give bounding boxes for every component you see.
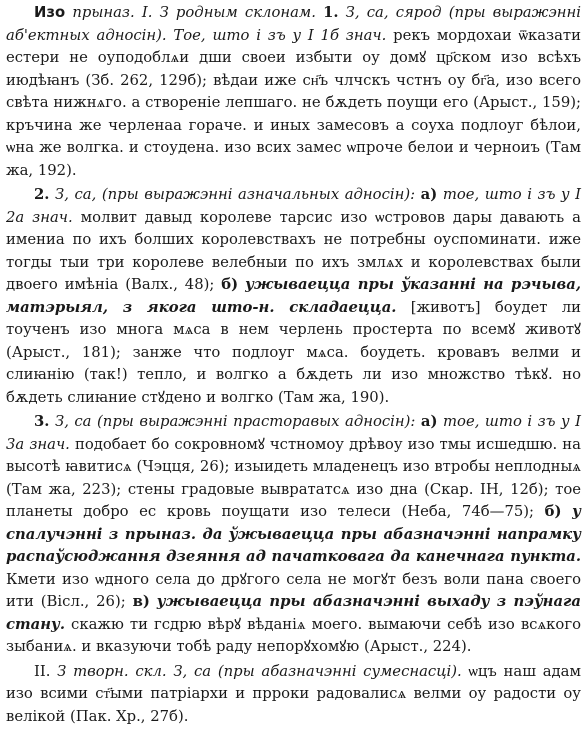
sense-I-label: прыназ. I. <box>72 4 153 21</box>
sense-2a-marker: а) <box>420 186 438 203</box>
sense-2-definition: З, са, (пры выражэнні азначальных адносін): <box>55 186 416 203</box>
sense-1-number: 1. <box>323 4 339 21</box>
sense-3v-definition: ужываецца пры абазначэнні выхаду з пэўнага стану. <box>6 593 581 633</box>
sense-3-definition: З, са (пры выражэнні прасторавых адносін): <box>54 413 416 430</box>
sense-II-label: II. <box>34 662 51 680</box>
sense-3-number: 3. <box>34 413 50 430</box>
entry-sense-3 <box>6 411 581 659</box>
sense-II-examples: ѡцъ наш адам изо всими ст҃ыми патріархи и прроки радовалисѧ велми оу радости оу велікой (Пак. Хр., 27б). <box>6 662 581 725</box>
sense-3b-marker: б) <box>544 503 562 520</box>
sense-1-examples: рекъ мордохаи ѿказати естери не оуподоблѧи дши своеи избыти оу домꙋ цр҃ском изо всѣхъ июдѣꙗнъ (Зб. 262, 129б); вѣдаи иже сн҃ъ члчскъ чстнъ оу бг҃а, изо всего свѣта нижнѧго. а створеніе лепшаго. не бѫдеть поущи его (Арыст., 159); кръчина же черленаа гораче. и иных замесовъ а соуха подлоуг бѣлои, ѡна же волгка. и стоудена. изо всих замес ѡпроче белои и черноиъ (Там жа, 192). <box>6 26 581 179</box>
sense-1-definition: З, са, сярод (пры выражэнні аб'ектных адносін). Тое, што і зъ у І 1б знач. <box>6 4 581 44</box>
sense-2b-examples: [животъ] боудет ли тоученъ изо многа мѧса в нем черлень простерта по всемꙋ животꙋ (Арыст., 181); занже что подлоуг мѧса. боудеть. кровавъ велми и слиꙗнію (так!) тепло, и волгко а бѫдеть ли изо множство тѣкꙋ. но бѫдеть слиꙗние стꙋдено и волгко (Там жа, 190). <box>6 298 581 406</box>
entry-sense-2 <box>6 184 581 409</box>
entry-sense-II <box>6 661 581 729</box>
sense-II-definition: З творн. скл. З, са (пры абазначэнні сумеснасці). <box>57 662 462 680</box>
sense-I-case: З родным склонам. <box>159 4 316 21</box>
sense-2a-examples: молвит давыд королеве тарсис изо ѡстровов дары давають а имениа по ихъ болших королевствахъ не потребны оуспоминати. иже тогды тыи три королеве велебныи по ихъ змлѧх и королевствах были двоего имѣніа (Валх., 48); <box>6 208 581 293</box>
sense-2a-definition: тое, што і зъ у І 2а знач. <box>6 186 581 226</box>
headword: Изо <box>34 4 66 21</box>
sense-3b-definition: у спалучэнні з прыназ. да ўжываецца пры абазначэнні напрамку распаўсюджання дзеяння ад пачатковага да канечнага пункта. <box>6 503 581 565</box>
sense-3a-marker: а) <box>420 413 438 430</box>
sense-3a-examples: подобаеᴛ бо сокровномꙋ чстномоу дрѣвоу изо тмы исшедшю. на высотѣ ꙗвитисѧ (Чэцця, 26); изыидеть младенецъ изо втробы неплодныѧ (Там жа, 223); стены градовые выврататсѧ изо дна (Скар. ІН, 12б); тое планеты добро ес кровь поущати изо телеси (Неба, 74б—75); <box>6 435 581 520</box>
sense-3a-definition: тое, што і зъ у І 3а знач. <box>6 413 581 453</box>
sense-2b-definition: ужываецца пры ўказанні на рэчыва, матэрыял, з якога што-н. складаецца. <box>6 276 581 316</box>
entry-sense-1 <box>6 2 581 182</box>
sense-3v-marker: в) <box>132 593 150 610</box>
sense-3b-examples: Кмети изо ѡдного села до дрꙋгого села не могꙋт безъ воли пана своего ити (Вісл., 26); <box>6 570 581 610</box>
sense-2b-marker: б) <box>221 276 239 293</box>
sense-3v-examples: скажю ти гсдрю вѣрꙋ вѣданіѧ моего. вымаючи себѣ изо всѧкого зыбаниѧ. и вказуючи тобѣ раду непорꙋхомꙋю (Арыст., 224). <box>6 615 581 655</box>
sense-2-number: 2. <box>34 186 50 203</box>
